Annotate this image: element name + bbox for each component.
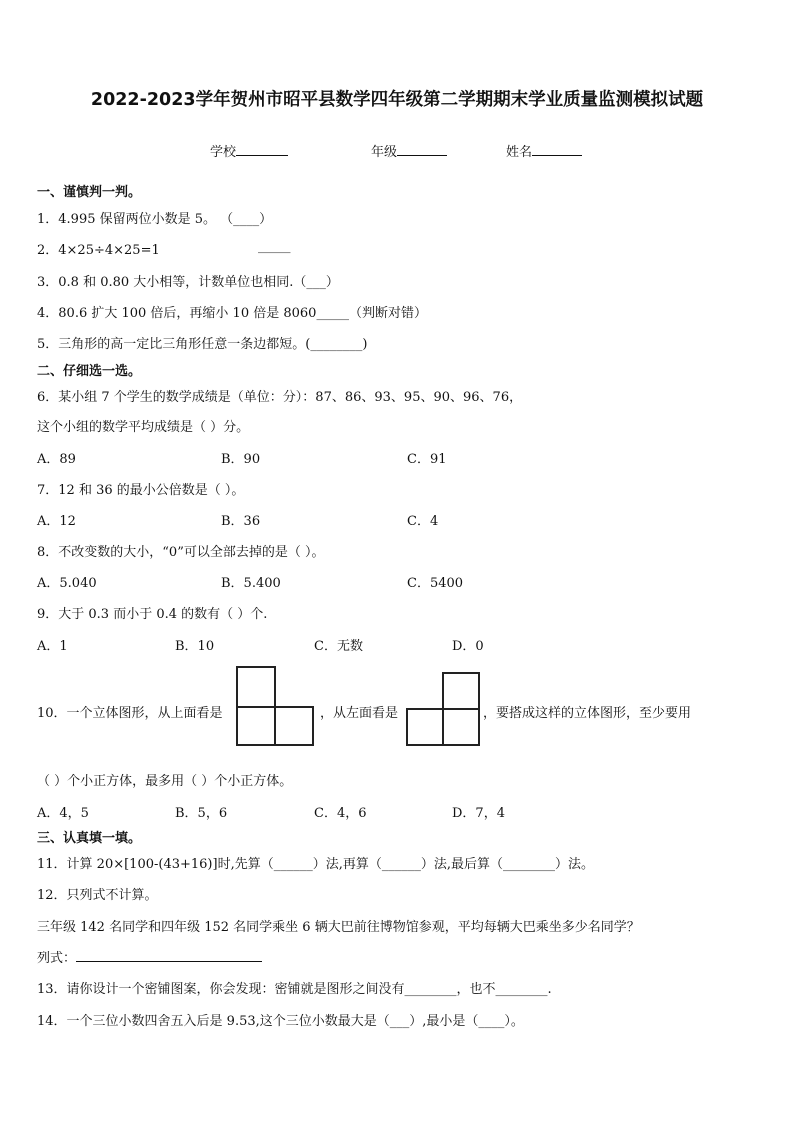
question-12: 12．只列式不计算。 (37, 888, 158, 903)
grade-blank[interactable] (397, 141, 447, 156)
section-1-heading: 一、谨慎判一判。 (37, 185, 142, 200)
q6-option-b[interactable]: B．90 (221, 452, 261, 467)
q8-option-a[interactable]: A．5.040 (37, 576, 97, 591)
q10-option-d[interactable]: D．7，4 (452, 806, 505, 821)
question-12-problem: 三年级 142 名同学和四年级 152 名同学乘坐 6 辆大巴前往博物馆参观，平均每辆大巴乘坐多少名同学？ (37, 920, 640, 935)
q6-option-a[interactable]: A．89 (37, 452, 76, 467)
name-blank[interactable] (532, 141, 582, 156)
left-view-figure (406, 672, 480, 746)
section-2-heading: 二、仔细选一选。 (37, 364, 142, 379)
question-6-stem: 这个小组的数学平均成绩是（ ）分。 (37, 420, 250, 435)
left-view-square (442, 672, 480, 710)
left-view-square (442, 708, 480, 746)
name-field (506, 141, 582, 160)
question-10-left-view-text: ，从左面看是 (320, 706, 399, 721)
q9-option-c[interactable]: C．无数 (314, 639, 363, 654)
question-10: 10．一个立体图形，从上面看是 (37, 706, 223, 721)
grade-label: 年级 (371, 145, 398, 160)
q9-option-d[interactable]: D．0 (452, 639, 484, 654)
question-4: 4．80.6 扩大 100 倍后，再缩小 10 倍是 8060_____（判断对错） (37, 306, 427, 321)
question-13: 13．请你设计一个密铺图案，你会发现：密铺就是图形之间没有________，也不________. (37, 982, 552, 997)
question-14: 14．一个三位小数四舍五入后是 9.53,这个三位小数最大是（___）,最小是（____）。 (37, 1014, 524, 1029)
question-8: 8．不改变数的大小，“0”可以全部去掉的是（ ）。 (37, 545, 325, 560)
name-label: 姓名 (506, 145, 533, 160)
question-7: 7．12 和 36 的最小公倍数是（ ）。 (37, 483, 245, 498)
answer-blank[interactable] (76, 949, 262, 962)
question-10-stem: （ ）个小正方体，最多用（ ）个小正方体。 (37, 774, 293, 789)
school-field (210, 141, 288, 160)
left-view-square (406, 708, 444, 746)
school-label: 学校 (210, 145, 237, 160)
top-view-figure (236, 666, 314, 746)
top-view-square (274, 706, 314, 746)
question-12-answer (37, 947, 262, 966)
page-title: 2022-2023学年贺州市昭平县数学四年级第二学期期末学业质量监测模拟试题 (90, 90, 704, 110)
question-1: 1．4.995 保留两位小数是 5。 （____） (37, 212, 273, 227)
q9-option-a[interactable]: A．1 (37, 639, 68, 654)
school-blank[interactable] (236, 141, 288, 156)
q7-option-b[interactable]: B．36 (221, 514, 261, 529)
q10-option-b[interactable]: B．5，6 (175, 806, 228, 821)
q7-option-a[interactable]: A．12 (37, 514, 76, 529)
top-view-square (236, 706, 276, 746)
q9-option-b[interactable]: B．10 (175, 639, 215, 654)
question-11: 11．计算 20×[100-(43+16)]时,先算（______）法,再算（______）法,最后算（________）法。 (37, 857, 594, 872)
question-2-blank: _____ (258, 239, 291, 254)
top-view-square (236, 666, 276, 708)
q6-option-c[interactable]: C．91 (407, 452, 447, 467)
question-9: 9．大于 0.3 而小于 0.4 的数有（ ）个. (37, 607, 268, 622)
question-10-tail: ，要搭成这样的立体图形，至少要用 (483, 706, 692, 721)
answer-label: 列式： (37, 951, 77, 966)
question-2: 2．4×25÷4×25=1 (37, 243, 160, 258)
grade-field (371, 141, 447, 160)
q7-option-c[interactable]: C．4 (407, 514, 439, 529)
question-3: 3．0.8 和 0.80 大小相等，计数单位也相同.（___） (37, 275, 339, 290)
q8-option-c[interactable]: C．5400 (407, 576, 464, 591)
question-6: 6．某小组 7 个学生的数学成绩是（单位：分）：87、86、93、95、90、96、76， (37, 390, 523, 405)
q10-option-a[interactable]: A．4，5 (37, 806, 89, 821)
q10-option-c[interactable]: C．4，6 (314, 806, 367, 821)
q8-option-b[interactable]: B．5.400 (221, 576, 281, 591)
question-5: 5．三角形的高一定比三角形任意一条边都短。(________) (37, 337, 368, 352)
section-3-heading: 三、认真填一填。 (37, 831, 142, 846)
